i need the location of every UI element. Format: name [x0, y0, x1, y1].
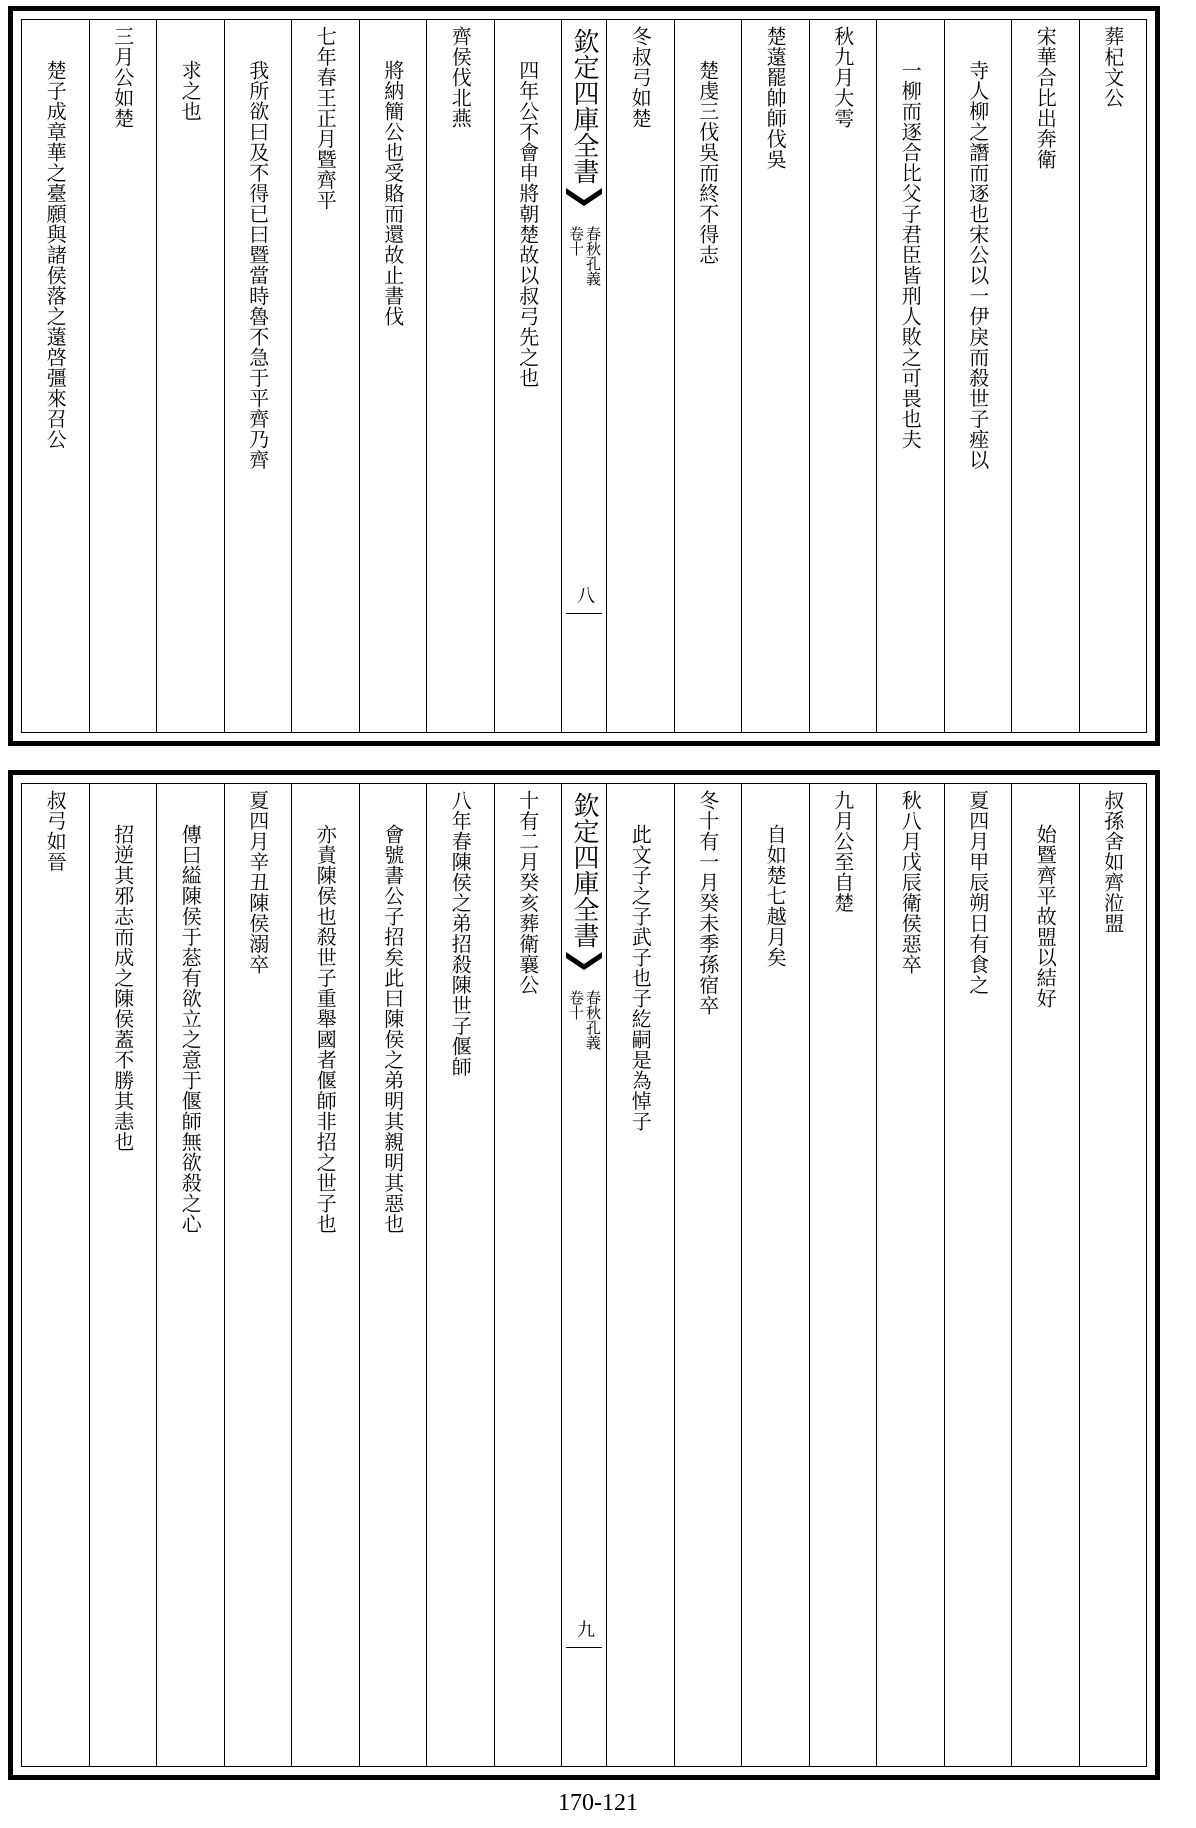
- work-volume: [568, 990, 600, 1050]
- column-text: 叔弓如晉: [43, 790, 68, 872]
- column-text: 將納簡公也受賂而還故止書伐: [380, 60, 405, 327]
- text-column: [741, 784, 809, 1766]
- column-text: 夏四月甲辰朔日有食之: [965, 790, 990, 995]
- text-column: [606, 784, 674, 1766]
- column-text: 九月公至自楚: [830, 790, 855, 913]
- column-text: 葬杞文公: [1100, 26, 1125, 108]
- text-column: [876, 20, 944, 732]
- column-text: 八年春陳侯之弟招殺陳世子偃師: [448, 790, 473, 1077]
- column-text: 楚薳罷帥師伐吳: [763, 26, 788, 170]
- bottom-page: [8, 770, 1160, 1780]
- volume-label: 卷十: [567, 990, 585, 1020]
- page-code: 170-121: [558, 1790, 638, 1816]
- text-column: [944, 20, 1012, 732]
- bottom-page-frame: [21, 783, 1147, 1767]
- column-text: 自如楚七越月矣: [763, 824, 788, 968]
- fishtail-mark-icon: [566, 188, 602, 206]
- column-text: 齊侯伐北燕: [448, 26, 473, 129]
- text-column: [426, 784, 494, 1766]
- work-title: 春秋孔義: [584, 226, 602, 286]
- text-column: [89, 20, 157, 732]
- column-text: 傳曰縊陳侯于䓗有欲立之意于偃師無欲殺之心: [178, 824, 203, 1234]
- column-text: 冬叔弓如楚: [628, 26, 653, 129]
- top-page: [8, 6, 1160, 746]
- text-column: [674, 20, 742, 732]
- text-column: [224, 784, 292, 1766]
- column-text: 亦責陳侯也殺世子重舉國者偃師非招之世子也: [313, 824, 338, 1234]
- page-center-gutter: [561, 784, 606, 1766]
- column-text: 七年春王正月暨齊平: [313, 26, 338, 211]
- book-title: 欽定四庫全書: [569, 28, 599, 184]
- text-column: [156, 20, 224, 732]
- column-text: 楚虔三伐吳而終不得志: [695, 60, 720, 265]
- column-text: 宋華合比出奔衛: [1033, 26, 1058, 170]
- column-text: 求之也: [178, 60, 203, 122]
- text-column: [741, 20, 809, 732]
- column-text: 三月公如楚: [110, 26, 135, 129]
- text-column: [809, 20, 877, 732]
- page-center-gutter: [561, 20, 606, 732]
- volume-label: 卷十: [567, 226, 585, 256]
- text-column: [494, 784, 562, 1766]
- column-text: 秋九月大雩: [830, 26, 855, 129]
- text-column: [22, 20, 89, 732]
- text-column: [89, 784, 157, 1766]
- column-text: 一柳而逐合比父子君臣皆刑人敗之可畏也夫: [898, 60, 923, 450]
- page-number-rule: [566, 613, 602, 614]
- page-number: 八: [574, 586, 595, 604]
- book-title: 欽定四庫全書: [569, 792, 599, 948]
- column-text: 十有二月癸亥葬衛襄公: [515, 790, 540, 995]
- column-text: 夏四月辛丑陳侯溺卒: [245, 790, 270, 975]
- column-text: 會號書公子招矣此曰陳侯之弟明其親明其惡也: [380, 824, 405, 1234]
- column-text: 此文子之子武子也子紇嗣是為悼子: [628, 824, 653, 1132]
- page-number-rule: [566, 1647, 602, 1648]
- text-column: [809, 784, 877, 1766]
- text-column: [359, 784, 427, 1766]
- text-column: [1079, 20, 1147, 732]
- column-text: 秋八月戊辰衛侯惡卒: [898, 790, 923, 975]
- column-text: 始暨齊平故盟以結好: [1033, 824, 1058, 1009]
- text-column: [674, 784, 742, 1766]
- text-column: [494, 20, 562, 732]
- text-column: [944, 784, 1012, 1766]
- text-column: [224, 20, 292, 732]
- column-text: 叔孫舍如齊涖盟: [1100, 790, 1125, 934]
- text-column: [291, 20, 359, 732]
- work-volume: [568, 226, 600, 286]
- page-number: 九: [574, 1620, 595, 1638]
- column-text: 楚子成章華之臺願與諸侯落之薳啓彊來召公: [43, 60, 68, 450]
- text-column: [1011, 20, 1079, 732]
- text-column: [22, 784, 89, 1766]
- text-column: [876, 784, 944, 1766]
- text-column: [1011, 784, 1079, 1766]
- text-column: [1079, 784, 1147, 1766]
- text-column: [291, 784, 359, 1766]
- column-text: 冬十有一月癸未季孫宿卒: [695, 790, 720, 1016]
- column-text: 寺人柳之譖而逐也宋公以一伊戾而殺世子痤以: [965, 60, 990, 470]
- text-column: [156, 784, 224, 1766]
- fishtail-mark-icon: [566, 952, 602, 970]
- column-text: 我所欲曰及不得已曰暨當時魯不急于平齊乃齊: [245, 60, 270, 470]
- column-text: 招逆其邪志而成之陳侯蓋不勝其恚也: [110, 824, 135, 1152]
- work-title: 春秋孔義: [584, 990, 602, 1050]
- text-column: [426, 20, 494, 732]
- text-column: [606, 20, 674, 732]
- column-text: 四年公不會申將朝楚故以叔弓先之也: [515, 60, 540, 388]
- top-page-frame: [21, 19, 1147, 733]
- text-column: [359, 20, 427, 732]
